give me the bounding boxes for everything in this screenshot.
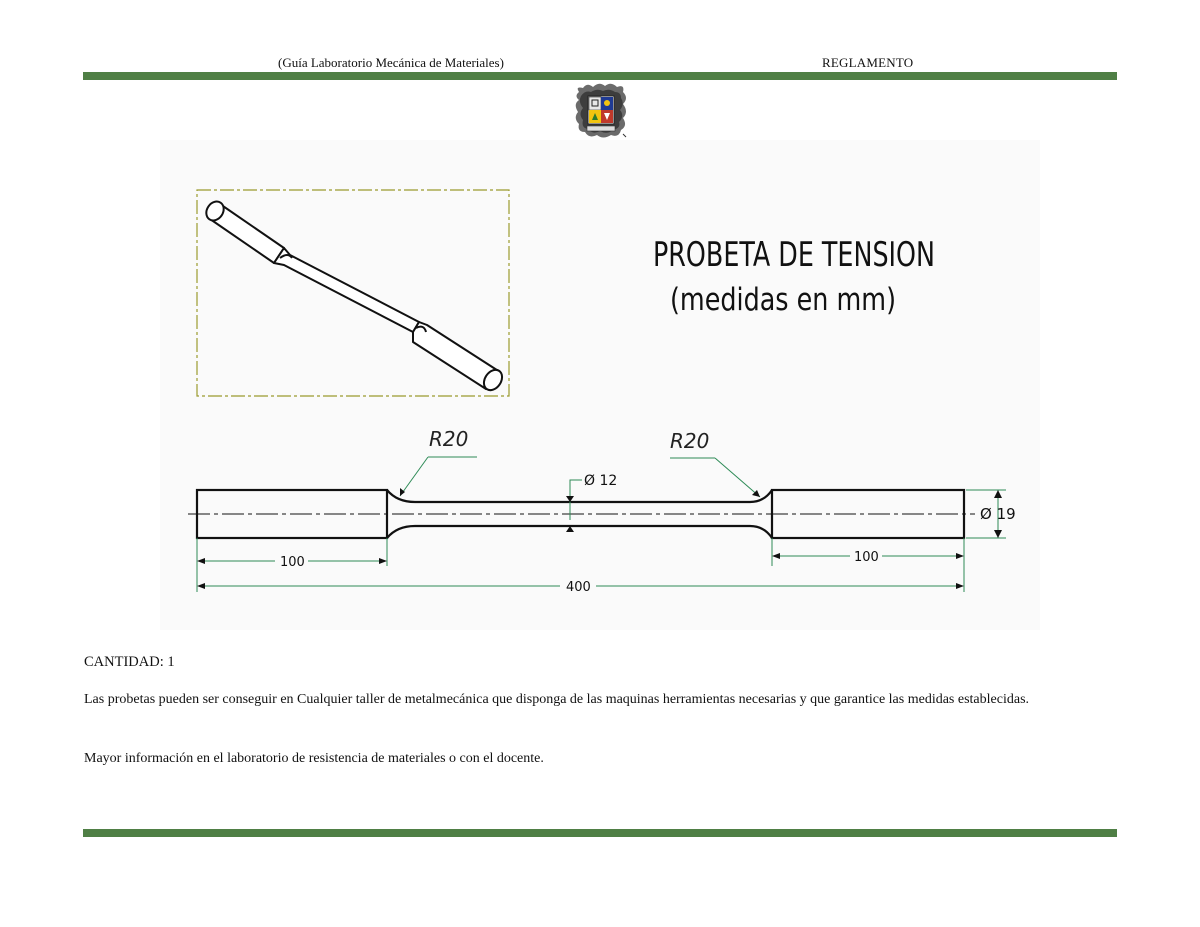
university-seal-logo [573,82,629,140]
center-diameter-label: Ø 12 [584,473,618,489]
left-grip-length-label: 100 [280,555,305,570]
bottom-rule [83,829,1117,837]
right-grip-length-label: 100 [854,550,879,565]
drawing-subtitle: (medidas en mm) [670,282,896,318]
paragraph-more-info: Mayor información en el laboratorio de resistencia de materiales o con el docente. [84,751,544,766]
total-length-label: 400 [566,580,591,595]
radius-label-right: R20 [670,429,710,453]
guide-title: (Guía Laboratorio Mecánica de Materiales) [278,55,504,70]
section-title: REGLAMENTO [822,55,914,70]
quantity-line: CANTIDAD: 1 [84,654,175,670]
end-diameter-label: Ø 19 [980,505,1016,523]
drawing-title: PROBETA DE TENSION [653,235,935,275]
paragraph-suppliers: Las probetas pueden ser conseguir en Cualquier taller de metalmecánica que disponga de las maquinas herramientas necesarias y que garantice las medidas establecidas. [84,692,1030,707]
radius-label-left: R20 [429,427,469,451]
specimen-technical-drawing [160,140,1040,630]
top-rule [83,72,1117,80]
